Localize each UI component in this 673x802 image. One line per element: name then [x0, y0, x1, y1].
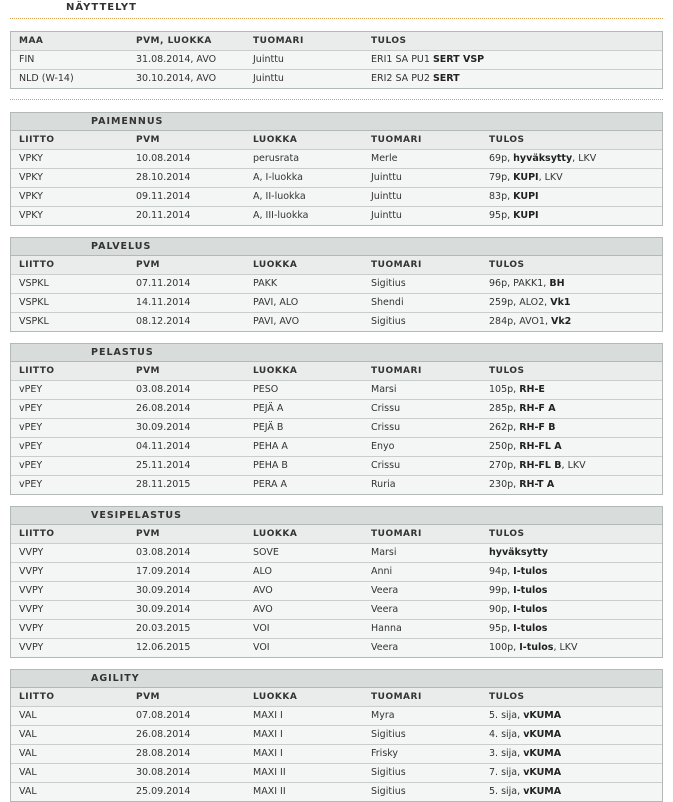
cell-tuomari: Frisky	[371, 748, 399, 759]
cell-liitto: vPEY	[19, 479, 43, 490]
tulos-points: 96p, PAKK1,	[489, 278, 547, 289]
cell-pvm: 17.09.2014	[136, 566, 191, 577]
tulos-points: 250p,	[489, 441, 517, 452]
tulos-bold: vKUMA	[523, 767, 562, 778]
cell-liitto: vPEY	[19, 460, 43, 471]
tulos-extra: , LKV	[538, 172, 563, 183]
tulos-points: 270p,	[489, 460, 517, 471]
cell-tulos	[481, 601, 662, 619]
col-pvm: PVM	[136, 692, 161, 702]
cell-luokka: MAXI II	[253, 786, 286, 797]
cell-pvm: 03.08.2014	[136, 384, 191, 395]
cell-luokka: A, II-luokka	[253, 191, 306, 202]
table-row	[11, 582, 662, 601]
cell-liitto: VVPY	[19, 566, 44, 577]
col-pvm: PVM	[136, 366, 161, 376]
col-tuomari: TUOMARI	[371, 260, 422, 270]
col-tulos: TULOS	[489, 260, 525, 270]
col-tuomari: TUOMARI	[253, 36, 304, 46]
tulos-bold: I-tulos	[513, 623, 548, 634]
cell-tuomari: Sigitius	[371, 278, 406, 289]
cell-tuomari: Sigitius	[371, 767, 406, 778]
tulos-bold: vKUMA	[523, 710, 562, 721]
tulos-points: 284p, AVO1,	[489, 316, 548, 327]
cell-liitto: VAL	[19, 729, 37, 740]
cell-liitto: VAL	[19, 748, 37, 759]
cell-luokka: PAVI, AVO	[253, 316, 300, 327]
tulos-bold: Vk1	[550, 297, 571, 308]
cell-tuomari: Juinttu	[253, 73, 284, 84]
cell-liitto: VVPY	[19, 585, 44, 596]
tulos-points: 230p,	[489, 479, 517, 490]
tulos-bold: I-tulos	[513, 566, 548, 577]
table-header	[11, 525, 662, 544]
cell-luokka: PAKK	[253, 278, 278, 289]
cell-tuomari: Sigitius	[371, 316, 406, 327]
cell-pvm: 03.08.2014	[136, 547, 191, 558]
table-row	[11, 150, 662, 169]
cell-liitto: VPKY	[19, 172, 43, 183]
cell-tulos	[363, 51, 662, 69]
col-liitto: LIITTO	[19, 260, 55, 270]
col-pvm: PVM	[136, 529, 161, 539]
cell-tuomari: Merle	[371, 153, 398, 164]
spacer	[0, 226, 673, 237]
table-row	[11, 707, 662, 726]
cell-liitto: VPKY	[19, 191, 43, 202]
cell-pvm-luokka: 31.08.2014, AVO	[136, 54, 217, 65]
tulos-points: 90p,	[489, 604, 511, 615]
cell-pvm: 28.10.2014	[136, 172, 191, 183]
table-row	[11, 726, 662, 745]
tulos-points: 7. sija,	[489, 767, 521, 778]
cell-tuomari: Sigitius	[371, 729, 406, 740]
cell-tuomari: Ruria	[371, 479, 396, 490]
nayttelyt-table	[10, 31, 663, 89]
tulos-bold: KUPI	[513, 210, 539, 221]
tulos-extra: , LKV	[561, 460, 586, 471]
table-row	[11, 207, 662, 225]
cell-pvm: 07.11.2014	[136, 278, 191, 289]
cell-pvm: 10.08.2014	[136, 153, 191, 164]
col-liitto: LIITTO	[19, 366, 55, 376]
cell-tuomari: Juinttu	[371, 172, 402, 183]
cell-luokka: AVO	[253, 585, 273, 596]
table-row	[11, 457, 662, 476]
cell-luokka: A, I-luokka	[253, 172, 303, 183]
cell-pvm: 26.08.2014	[136, 729, 191, 740]
cell-luokka: PAVI, ALO	[253, 297, 299, 308]
table-row	[11, 419, 662, 438]
col-tulos: TULOS	[489, 529, 525, 539]
table-row	[11, 745, 662, 764]
cell-liitto: VVPY	[19, 623, 44, 634]
tulos-extra: , LKV	[553, 642, 578, 653]
cell-luokka: PEHA B	[253, 460, 288, 471]
section-title: PALVELUS	[11, 238, 662, 256]
tulos-bold: I-tulos	[513, 604, 548, 615]
cell-tuomari: Crissu	[371, 422, 401, 433]
cell-liitto: vPEY	[19, 441, 43, 452]
col-tuomari: TUOMARI	[371, 135, 422, 145]
cell-tuomari: Juinttu	[371, 210, 402, 221]
cell-luokka: PEJÄ B	[253, 422, 284, 433]
cell-tulos	[481, 275, 662, 293]
cell-pvm: 12.06.2015	[136, 642, 191, 653]
cell-tulos	[481, 745, 662, 763]
cell-luokka: A, III-luokka	[253, 210, 309, 221]
tulos-bold: SERT VSP	[432, 54, 485, 65]
cell-pvm: 09.11.2014	[136, 191, 191, 202]
table-header	[11, 32, 662, 51]
cell-pvm: 08.12.2014	[136, 316, 191, 327]
cell-luokka: VOI	[253, 623, 270, 634]
section-title: AGILITY	[11, 670, 662, 688]
tulos-points: 95p,	[489, 210, 511, 221]
cell-tulos	[363, 70, 662, 88]
cell-tuomari: Juinttu	[253, 54, 284, 65]
tulos-points: 100p,	[489, 642, 517, 653]
cell-tuomari: Juinttu	[371, 191, 402, 202]
cell-tulos	[481, 764, 662, 782]
spacer	[0, 658, 673, 669]
cell-liitto: VAL	[19, 710, 37, 721]
tulos-points: 285p,	[489, 403, 517, 414]
cell-pvm: 30.09.2014	[136, 585, 191, 596]
tulos-text: ERI2 SA PU2	[371, 73, 430, 84]
tulos-bold: Vk2	[551, 316, 572, 327]
table-row	[11, 783, 662, 801]
section-title: PELASTUS	[11, 344, 662, 362]
section-agility	[10, 669, 663, 802]
cell-tuomari: Shendi	[371, 297, 404, 308]
cell-luokka: MAXI II	[253, 767, 286, 778]
table-row	[11, 764, 662, 783]
cell-tulos	[481, 169, 662, 187]
table-row	[11, 476, 662, 494]
cell-liitto: VPKY	[19, 153, 43, 164]
cell-liitto: VAL	[19, 786, 37, 797]
tulos-bold: vKUMA	[523, 786, 562, 797]
cell-tuomari: Anni	[371, 566, 393, 577]
table-header	[11, 688, 662, 707]
col-tulos: TULOS	[489, 135, 525, 145]
cell-liitto: vPEY	[19, 384, 43, 395]
cell-luokka: MAXI I	[253, 710, 283, 721]
nayttelyt-title: NÄYTTELYT	[66, 2, 137, 13]
tulos-points: 262p,	[489, 422, 517, 433]
col-luokka: LUOKKA	[253, 260, 298, 270]
cell-luokka: MAXI I	[253, 729, 283, 740]
table-row	[11, 51, 662, 70]
cell-tuomari: Myra	[371, 710, 395, 721]
tulos-extra: , LKV	[572, 153, 597, 164]
cell-tuomari: Sigitius	[371, 786, 406, 797]
table-row	[11, 400, 662, 419]
cell-tulos	[481, 457, 662, 475]
tulos-bold: RH-F B	[519, 422, 556, 433]
col-liitto: LIITTO	[19, 692, 55, 702]
table-row	[11, 639, 662, 657]
cell-liitto: vPEY	[19, 422, 43, 433]
cell-liitto: VPKY	[19, 210, 43, 221]
cell-pvm-luokka: 30.10.2014, AVO	[136, 73, 217, 84]
tulos-points: 5. sija,	[489, 710, 521, 721]
tulos-bold: RH-F A	[519, 403, 556, 414]
cell-tulos	[481, 582, 662, 600]
cell-tulos	[481, 188, 662, 206]
cell-liitto: VSPKL	[19, 278, 49, 289]
cell-pvm: 25.11.2014	[136, 460, 191, 471]
cell-luokka: PEHA A	[253, 441, 288, 452]
col-tulos: TULOS	[489, 366, 525, 376]
cell-tuomari: Veera	[371, 642, 399, 653]
table-row	[11, 275, 662, 294]
table-header	[11, 362, 662, 381]
cell-liitto: VSPKL	[19, 297, 49, 308]
tulos-points: 5. sija,	[489, 786, 521, 797]
tulos-points: 259p, ALO2,	[489, 297, 548, 308]
cell-luokka: PERA A	[253, 479, 287, 490]
cell-pvm: 14.11.2014	[136, 297, 191, 308]
col-tulos: TULOS	[371, 36, 407, 46]
col-luokka: LUOKKA	[253, 692, 298, 702]
cell-liitto: VVPY	[19, 642, 44, 653]
cell-tulos	[481, 783, 662, 801]
col-pvm: PVM	[136, 135, 161, 145]
tulos-points: 105p,	[489, 384, 517, 395]
table-row	[11, 544, 662, 563]
col-liitto: LIITTO	[19, 529, 55, 539]
spacer	[0, 495, 673, 506]
cell-tulos	[481, 150, 662, 168]
tulos-points: 99p,	[489, 585, 511, 596]
col-tuomari: TUOMARI	[371, 529, 422, 539]
col-pvm: PVM	[136, 260, 161, 270]
cell-tulos	[481, 207, 662, 225]
table-row	[11, 381, 662, 400]
tulos-points: 94p,	[489, 566, 511, 577]
col-luokka: LUOKKA	[253, 366, 298, 376]
cell-pvm: 30.08.2014	[136, 767, 191, 778]
cell-luokka: MAXI I	[253, 748, 283, 759]
cell-pvm: 25.09.2014	[136, 786, 191, 797]
table-row	[11, 313, 662, 331]
cell-pvm: 04.11.2014	[136, 441, 191, 452]
tulos-points: 3. sija,	[489, 748, 521, 759]
tulos-bold: SERT	[432, 73, 460, 84]
tulos-bold: RH-FL A	[519, 441, 562, 452]
cell-pvm: 28.08.2014	[136, 748, 191, 759]
tulos-bold: vKUMA	[523, 729, 562, 740]
cell-luokka: perusrata	[253, 153, 300, 164]
cell-pvm: 28.11.2015	[136, 479, 191, 490]
cell-tulos	[481, 620, 662, 638]
tulos-bold: I-tulos	[519, 642, 554, 653]
tulos-points: 95p,	[489, 623, 511, 634]
tulos-points: 83p,	[489, 191, 511, 202]
tulos-bold: I-tulos	[513, 585, 548, 596]
cell-tulos	[481, 438, 662, 456]
tulos-bold: RH-T A	[519, 479, 555, 490]
col-tulos: TULOS	[489, 692, 525, 702]
col-tuomari: TUOMARI	[371, 692, 422, 702]
table-header	[11, 131, 662, 150]
section-palvelus	[10, 237, 663, 332]
cell-tuomari: Crissu	[371, 403, 401, 414]
cell-pvm: 07.08.2014	[136, 710, 191, 721]
cell-tuomari: Enyo	[371, 441, 395, 452]
cell-pvm: 26.08.2014	[136, 403, 191, 414]
table-row	[11, 294, 662, 313]
cell-tuomari: Hanna	[371, 623, 402, 634]
cell-tulos	[481, 563, 662, 581]
spacer	[0, 332, 673, 343]
col-tuomari: TUOMARI	[371, 366, 422, 376]
tulos-points: 69p,	[489, 153, 511, 164]
cell-tulos	[481, 313, 662, 331]
cell-liitto: vPEY	[19, 403, 43, 414]
cell-liitto: VAL	[19, 767, 37, 778]
cell-tulos	[481, 544, 662, 562]
cell-luokka: ALO	[253, 566, 272, 577]
col-luokka: LUOKKA	[253, 135, 298, 145]
table-header	[11, 256, 662, 275]
cell-tuomari: Veera	[371, 604, 399, 615]
cell-pvm: 20.03.2015	[136, 623, 191, 634]
cell-pvm: 30.09.2014	[136, 604, 191, 615]
cell-tulos	[481, 294, 662, 312]
table-row	[11, 169, 662, 188]
tulos-bold: vKUMA	[523, 748, 562, 759]
cell-luokka: SOVE	[253, 547, 279, 558]
col-liitto: LIITTO	[19, 135, 55, 145]
cell-liitto: VSPKL	[19, 316, 49, 327]
cell-maa: FIN	[19, 54, 35, 65]
cell-luokka: AVO	[253, 604, 273, 615]
cell-tulos	[481, 476, 662, 494]
table-row	[11, 563, 662, 582]
cell-tulos	[481, 726, 662, 744]
section-title: PAIMENNUS	[11, 113, 662, 131]
tulos-points: 79p,	[489, 172, 511, 183]
section-title: VESIPELASTUS	[11, 507, 662, 525]
cell-luokka: VOI	[253, 642, 270, 653]
col-pvm-luokka: PVM, LUOKKA	[136, 36, 212, 46]
cell-tulos	[481, 639, 662, 657]
col-maa: MAA	[19, 36, 44, 46]
cell-tulos	[481, 400, 662, 418]
cell-tulos	[481, 419, 662, 437]
cell-liitto: VVPY	[19, 547, 44, 558]
tulos-bold: RH-FL B	[519, 460, 562, 471]
tulos-bold: hyväksytty	[513, 153, 573, 164]
tulos-bold: BH	[549, 278, 565, 289]
cell-pvm: 30.09.2014	[136, 422, 191, 433]
cell-luokka: PEJÄ A	[253, 403, 284, 414]
tulos-bold: KUPI	[513, 191, 539, 202]
table-row	[11, 620, 662, 639]
tulos-text: ERI1 SA PU1	[371, 54, 430, 65]
section-vesipelastus	[10, 506, 663, 658]
cell-tulos	[481, 707, 662, 725]
col-luokka: LUOKKA	[253, 529, 298, 539]
cell-maa: NLD (W-14)	[19, 73, 74, 84]
cell-pvm: 20.11.2014	[136, 210, 191, 221]
cell-liitto: VVPY	[19, 604, 44, 615]
cell-tuomari: Crissu	[371, 460, 401, 471]
table-row	[11, 438, 662, 457]
cell-tuomari: Marsi	[371, 547, 397, 558]
tulos-bold: KUPI	[513, 172, 539, 183]
section-paimennus	[10, 112, 663, 226]
tulos-bold: RH-E	[519, 384, 545, 395]
section-pelastus	[10, 343, 663, 495]
table-row	[11, 601, 662, 620]
table-row	[11, 188, 662, 207]
table-row	[11, 70, 662, 88]
cell-tulos	[481, 381, 662, 399]
cell-luokka: PESO	[253, 384, 279, 395]
tulos-bold: hyväksytty	[489, 547, 548, 558]
tulos-points: 4. sija,	[489, 729, 521, 740]
cell-tuomari: Marsi	[371, 384, 397, 395]
cell-tuomari: Veera	[371, 585, 399, 596]
